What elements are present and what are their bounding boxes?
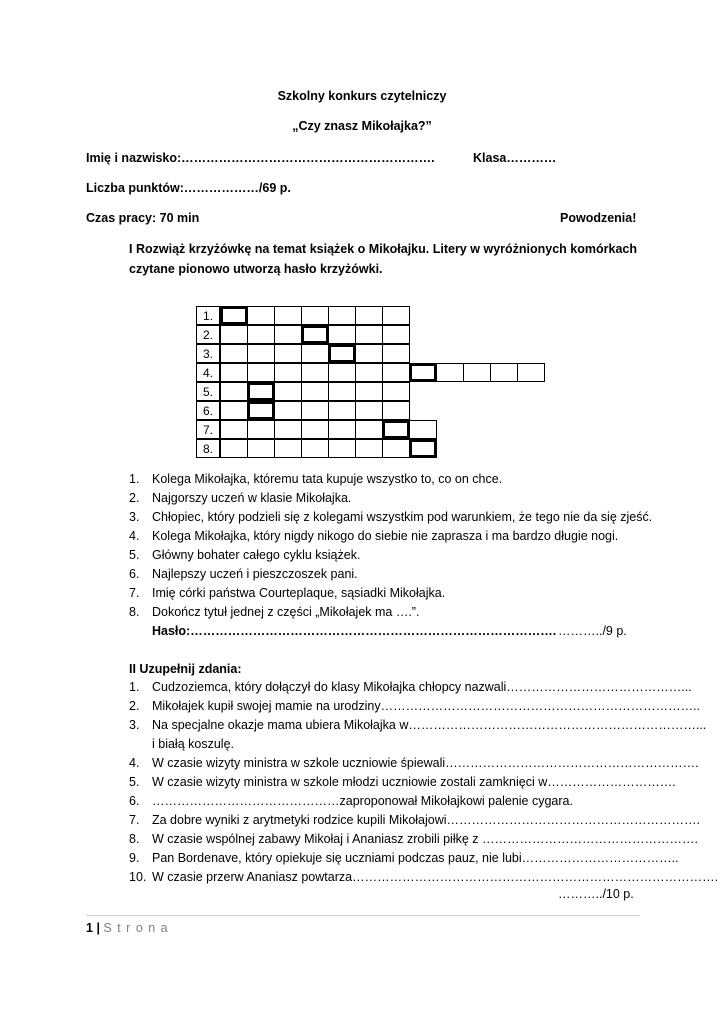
- crossword-cell[interactable]: [220, 382, 248, 401]
- clue-number: 3.: [129, 510, 140, 524]
- crossword-cell[interactable]: [355, 344, 383, 363]
- sentence-text: Mikołajek kupił swojej mamie na urodziny…………………………………………………………………..: [152, 699, 701, 713]
- crossword-cell[interactable]: [301, 344, 329, 363]
- crossword-row-number: 8.: [196, 439, 220, 458]
- sentence-text: i białą koszulę.: [152, 737, 234, 751]
- crossword-cell[interactable]: [247, 439, 275, 458]
- sentence-text: W czasie wizyty ministra w szkole młodzi uczniowie zostali zamknięci w………………………….: [152, 775, 676, 789]
- crossword-cell[interactable]: [247, 420, 275, 439]
- crossword-cell[interactable]: [220, 439, 248, 458]
- crossword-highlighted-cell[interactable]: [247, 382, 275, 401]
- crossword-cell[interactable]: [220, 363, 248, 382]
- section1-instruction-line2: czytane pionowo utworzą hasło krzyżówki.: [129, 262, 383, 276]
- crossword-cell[interactable]: [328, 363, 356, 382]
- clue-number: 7.: [129, 586, 140, 600]
- crossword-cell[interactable]: [328, 420, 356, 439]
- crossword-cell[interactable]: [355, 306, 383, 325]
- crossword-cell[interactable]: [247, 363, 275, 382]
- page-number: 1: [86, 921, 93, 935]
- crossword-cell[interactable]: [274, 325, 302, 344]
- crossword-cell[interactable]: [355, 401, 383, 420]
- sentence-number: 9.: [129, 851, 140, 865]
- crossword-cell[interactable]: [382, 306, 410, 325]
- crossword-cell[interactable]: [247, 344, 275, 363]
- crossword-cell[interactable]: [274, 344, 302, 363]
- clue-text: Główny bohater całego cyklu książek.: [152, 548, 361, 562]
- name-field-label: Imię i nazwisko:…………………………………………………….: [86, 151, 435, 165]
- crossword-cell[interactable]: [301, 401, 329, 420]
- points-field-label: Liczba punktów:………………/69 p.: [86, 181, 291, 195]
- sentence-number: 7.: [129, 813, 140, 827]
- sentence-text: Za dobre wyniki z arytmetyki rodzice kupili Mikołajowi…………………………………………………….: [152, 813, 701, 827]
- crossword-cell[interactable]: [490, 363, 518, 382]
- crossword-cell[interactable]: [328, 325, 356, 344]
- footer-divider: [86, 915, 640, 916]
- crossword-highlighted-cell[interactable]: [328, 344, 356, 363]
- sentence-number: 8.: [129, 832, 140, 846]
- class-field-label: Klasa…………: [473, 151, 557, 165]
- crossword-row-number: 3.: [196, 344, 220, 363]
- crossword-cell[interactable]: [220, 420, 248, 439]
- sentence-number: 6.: [129, 794, 140, 808]
- crossword-cell[interactable]: [355, 363, 383, 382]
- crossword-cell[interactable]: [274, 363, 302, 382]
- sentence-text: ………………………………………zaproponował Mikołajkowi palenie cygara.: [152, 794, 573, 808]
- crossword-cell[interactable]: [301, 382, 329, 401]
- page-subtitle: „Czy znasz Mikołajka?”: [292, 119, 432, 133]
- clue-number: 2.: [129, 491, 140, 505]
- crossword-cell[interactable]: [274, 420, 302, 439]
- clue-text: Kolega Mikołajka, który nigdy nikogo do siebie nie zaprasza i ma bardzo długie nogi.: [152, 529, 619, 543]
- crossword-cell[interactable]: [355, 382, 383, 401]
- sentence-text: W czasie wizyty ministra w szkole uczniowie śpiewali…………………………………………………….: [152, 756, 699, 770]
- crossword-cell[interactable]: [517, 363, 545, 382]
- crossword-cell[interactable]: [328, 382, 356, 401]
- sentence-text: Cudzoziemca, który dołączył do klasy Mikołajka chłopcy nazwali……………………………………...: [152, 680, 692, 694]
- page-title: Szkolny konkurs czytelniczy: [277, 89, 447, 103]
- sentence-text: W czasie wspólnej zabawy Mikołaj i Ananiasz zrobili piłkę z …………………………………………….: [152, 832, 698, 846]
- crossword-highlighted-cell[interactable]: [301, 325, 329, 344]
- crossword-row-number: 6.: [196, 401, 220, 420]
- crossword-cell[interactable]: [382, 344, 410, 363]
- clue-text: Imię córki państwa Courteplaque, sąsiadki Mikołajka.: [152, 586, 446, 600]
- crossword-cell[interactable]: [301, 363, 329, 382]
- crossword-highlighted-cell[interactable]: [409, 439, 437, 458]
- crossword-highlighted-cell[interactable]: [220, 306, 248, 325]
- sentence-text: Pan Bordenave, który opiekuje się uczniami podczas pauz, nie lubi………………………………..: [152, 851, 679, 865]
- password-field-label: Hasło:…………………………………………………………………………….: [152, 624, 557, 638]
- footer-separator: |: [96, 921, 100, 935]
- crossword-cell[interactable]: [274, 401, 302, 420]
- crossword-cell[interactable]: [328, 401, 356, 420]
- section1-instruction-line1: I Rozwiąż krzyżówkę na temat książek o Mikołajku. Litery w wyróżnionych komórkach: [129, 242, 637, 256]
- section1-score: ………../9 p.: [558, 624, 627, 638]
- crossword-cell[interactable]: [220, 344, 248, 363]
- crossword-cell[interactable]: [382, 382, 410, 401]
- crossword-row-number: 5.: [196, 382, 220, 401]
- clue-number: 1.: [129, 472, 140, 486]
- crossword-cell[interactable]: [409, 420, 437, 439]
- page-footer: [86, 920, 169, 936]
- crossword-row-number: 2.: [196, 325, 220, 344]
- clue-number: 4.: [129, 529, 140, 543]
- sentence-number: 2.: [129, 699, 140, 713]
- crossword-cell[interactable]: [436, 363, 464, 382]
- clue-text: Chłopiec, który podzieli się z kolegami wszystkim pod warunkiem, że tego nie da się zjeść.: [152, 510, 653, 524]
- crossword-cell[interactable]: [274, 306, 302, 325]
- sentence-text: W czasie przerw Ananiasz powtarza…………………………………………………………………………….: [152, 870, 719, 884]
- crossword-cell[interactable]: [301, 439, 329, 458]
- crossword-highlighted-cell[interactable]: [247, 401, 275, 420]
- crossword-cell[interactable]: [355, 420, 383, 439]
- clue-text: Najlepszy uczeń i pieszczoszek pani.: [152, 567, 358, 581]
- crossword-row-number: 4.: [196, 363, 220, 382]
- crossword-row-number: 1.: [196, 306, 220, 325]
- crossword-cell[interactable]: [382, 325, 410, 344]
- sentence-number: 1.: [129, 680, 140, 694]
- crossword-cell[interactable]: [328, 439, 356, 458]
- crossword-cell[interactable]: [274, 382, 302, 401]
- sentence-number: 5.: [129, 775, 140, 789]
- clue-number: 8.: [129, 605, 140, 619]
- sentence-number: 3.: [129, 718, 140, 732]
- clue-number: 5.: [129, 548, 140, 562]
- crossword-cell[interactable]: [301, 420, 329, 439]
- sentence-number: 10.: [129, 870, 147, 884]
- crossword-cell[interactable]: [382, 439, 410, 458]
- sentence-text: Na specjalne okazje mama ubiera Mikołajka w……………………………………………………………...: [152, 718, 707, 732]
- crossword-row-number: 7.: [196, 420, 220, 439]
- page-word: S t r o n a: [103, 921, 169, 935]
- section2-title: II Uzupełnij zdania:: [129, 662, 242, 676]
- crossword-cell[interactable]: [220, 401, 248, 420]
- sentence-number: 4.: [129, 756, 140, 770]
- section2-score: ………../10 p.: [558, 887, 634, 901]
- crossword-cell[interactable]: [382, 363, 410, 382]
- clue-number: 6.: [129, 567, 140, 581]
- crossword-cell[interactable]: [301, 306, 329, 325]
- crossword-cell[interactable]: [220, 325, 248, 344]
- crossword-cell[interactable]: [247, 306, 275, 325]
- clue-text: Kolega Mikołajka, któremu tata kupuje wszystko to, co on chce.: [152, 472, 503, 486]
- crossword-cell[interactable]: [355, 439, 383, 458]
- clue-text: Dokończ tytuł jednej z części „Mikołajek ma ….”.: [152, 605, 420, 619]
- crossword-cell[interactable]: [355, 325, 383, 344]
- good-luck-text: Powodzenia!: [560, 211, 637, 225]
- clue-text: Najgorszy uczeń w klasie Mikołajka.: [152, 491, 352, 505]
- crossword-cell[interactable]: [463, 363, 491, 382]
- crossword-highlighted-cell[interactable]: [409, 363, 437, 382]
- time-label: Czas pracy: 70 min: [86, 211, 200, 225]
- crossword-cell[interactable]: [382, 401, 410, 420]
- crossword-cell[interactable]: [274, 439, 302, 458]
- crossword-cell[interactable]: [247, 325, 275, 344]
- crossword-cell[interactable]: [328, 306, 356, 325]
- crossword-highlighted-cell[interactable]: [382, 420, 410, 439]
